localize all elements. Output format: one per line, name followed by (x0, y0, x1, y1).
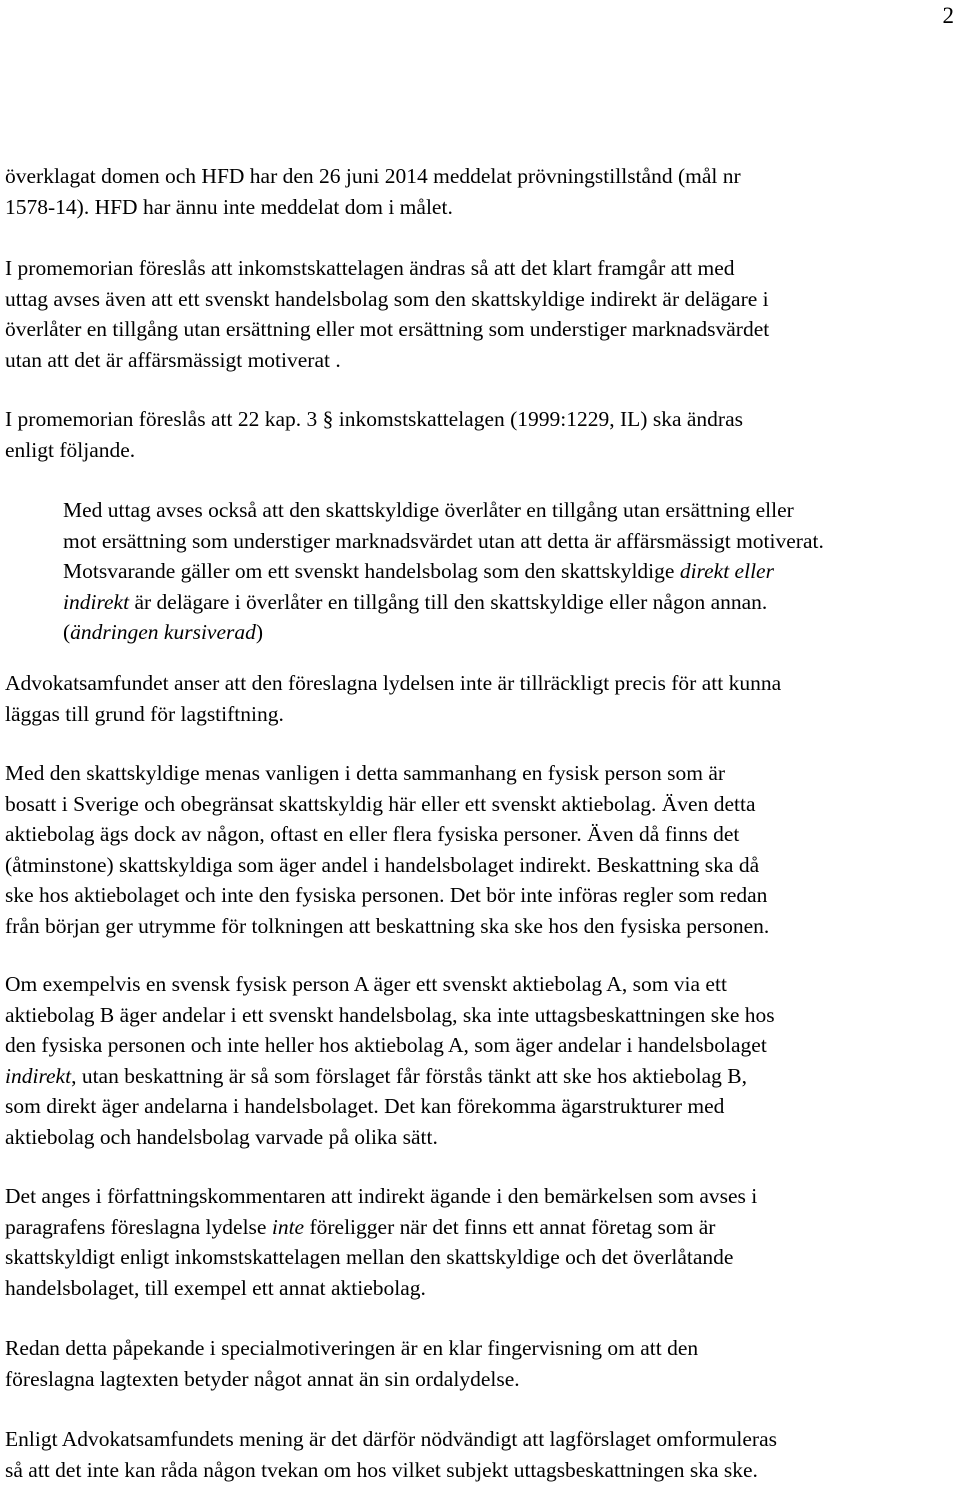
text-span: föreligger när det finns ett annat företag som är (304, 1214, 716, 1239)
text-line: den fysiska personen och inte heller hos aktiebolag A, som äger andelar i handelsbolaget (5, 1033, 767, 1058)
text-line: handelsbolaget, till exempel ett annat aktiebolag. (5, 1275, 426, 1300)
paragraph-6 (5, 969, 953, 1153)
text-line: Om exempelvis en svensk fysisk person A äger ett svenskt aktiebolag A, som via ett (5, 972, 727, 996)
text-line: mot ersättning som understiger marknadsvärdet utan att detta är affärsmässigt motiverat. (63, 528, 824, 553)
text-span: Motsvarande gäller om ett svenskt handelsbolag som den skattskyldige (63, 559, 680, 584)
text-line: Med den skattskyldige menas vanligen i detta sammanhang en fysisk person som är (5, 761, 726, 785)
text-line: aktiebolag ägs dock av någon, oftast en eller flera fysiska personer. Även då finns det (5, 822, 740, 847)
italic-text: ändringen kursiverad (70, 620, 256, 645)
text-line: I promemorian föreslås att 22 kap. 3 § inkomstskattelagen (1999:1229, IL) ska ändras (5, 407, 743, 431)
paragraph-8 (5, 1333, 953, 1394)
text-line: som direkt äger andelarna i handelsbolaget. Det kan förekomma ägarstrukturer med (5, 1094, 725, 1119)
text-span: paragrafens föreslagna lydelse (5, 1214, 272, 1239)
text-line: från början ger utrymme för tolkningen att beskattning ska ske hos den fysiska personen. (5, 913, 770, 938)
text-line: Det anges i författningskommentaren att indirekt ägande i den bemärkelsen som avses i (5, 1184, 758, 1208)
text-line: bosatt i Sverige och obegränsat skattskyldig här eller ett svenskt aktiebolag. Även detta (5, 791, 756, 816)
text-line: läggas till grund för lagstiftning. (5, 701, 284, 726)
paragraph-2 (5, 253, 953, 375)
text-span: ) (255, 620, 264, 645)
text-line (63, 587, 955, 618)
text-line: Redan detta påpekande i specialmotiveringen är en klar fingervisning om att den (5, 1336, 699, 1360)
paragraph-9 (5, 1424, 953, 1485)
text-line: överlåter en tillgång utan ersättning eller mot ersättning som understiger marknadsvärdet (5, 317, 770, 342)
text-line: enligt följande. (5, 437, 136, 462)
paragraph-5 (5, 758, 953, 942)
text-span: , utan beskattning är så som förslaget får förstås tänkt att ske hos aktiebolag B, (71, 1063, 747, 1088)
text-line: aktiebolag och handelsbolag varvade på olika sätt. (5, 1124, 438, 1149)
text-line: ske hos aktiebolaget och inte den fysiska personen. Det bör inte införas regler som redan (5, 883, 768, 908)
text-line: 1578-14). HFD har ännu inte meddelat dom i målet. (5, 194, 453, 219)
text-line: uttag avses även att ett svenskt handelsbolag som den skattskyldige indirekt är delägare i (5, 286, 769, 311)
italic-text: indirekt (63, 589, 130, 614)
italic-text: direkt eller (679, 559, 774, 584)
text-line: Med uttag avses också att den skattskyldige överlåter en tillgång utan ersättning eller (63, 498, 794, 522)
text-line (63, 617, 955, 648)
text-line (5, 1212, 953, 1243)
text-line: I promemorian föreslås att inkomstskattelagen ändras så att det klart framgår att med (5, 256, 735, 280)
text-line (5, 1061, 953, 1092)
text-span: är delägare i överlåter en tillgång till den skattskyldige eller någon annan. (129, 589, 768, 614)
paragraph-4 (5, 668, 953, 729)
text-line: så att det inte kan råda någon tvekan om hos vilket subjekt uttagsbeskattningen ska ske. (5, 1457, 758, 1482)
text-line: föreslagna lagtexten betyder något annat än sin ordalydelse. (5, 1366, 520, 1391)
text-line: skattskyldigt enligt inkomstskattelagen mellan den skattskyldige och det överlåtande (5, 1245, 734, 1270)
text-line (63, 556, 955, 587)
paragraph-7 (5, 1181, 953, 1303)
paragraph-1 (5, 161, 953, 222)
text-span: ( (63, 620, 71, 645)
italic-text: indirekt (5, 1063, 72, 1088)
italic-text: inte (271, 1214, 305, 1239)
text-line: överklagat domen och HFD har den 26 juni 2014 meddelat prövningstillstånd (mål nr (5, 164, 741, 188)
page-number: 2 (942, 3, 954, 28)
block-quote (63, 495, 955, 648)
paragraph-3 (5, 404, 953, 465)
text-line: Advokatsamfundet anser att den föreslagna lydelsen inte är tillräckligt precis för att kunna (5, 671, 782, 695)
text-line: Enligt Advokatsamfundets mening är det därför nödvändigt att lagförslaget omformuleras (5, 1427, 778, 1451)
text-line: (åtminstone) skattskyldiga som äger andel i handelsbolaget indirekt. Beskattning ska då (5, 852, 760, 877)
text-line: utan att det är affärsmässigt motiverat . (5, 347, 341, 372)
text-line: aktiebolag B äger andelar i ett svenskt handelsbolag, ska inte uttagsbeskattningen ske hos (5, 1002, 775, 1027)
